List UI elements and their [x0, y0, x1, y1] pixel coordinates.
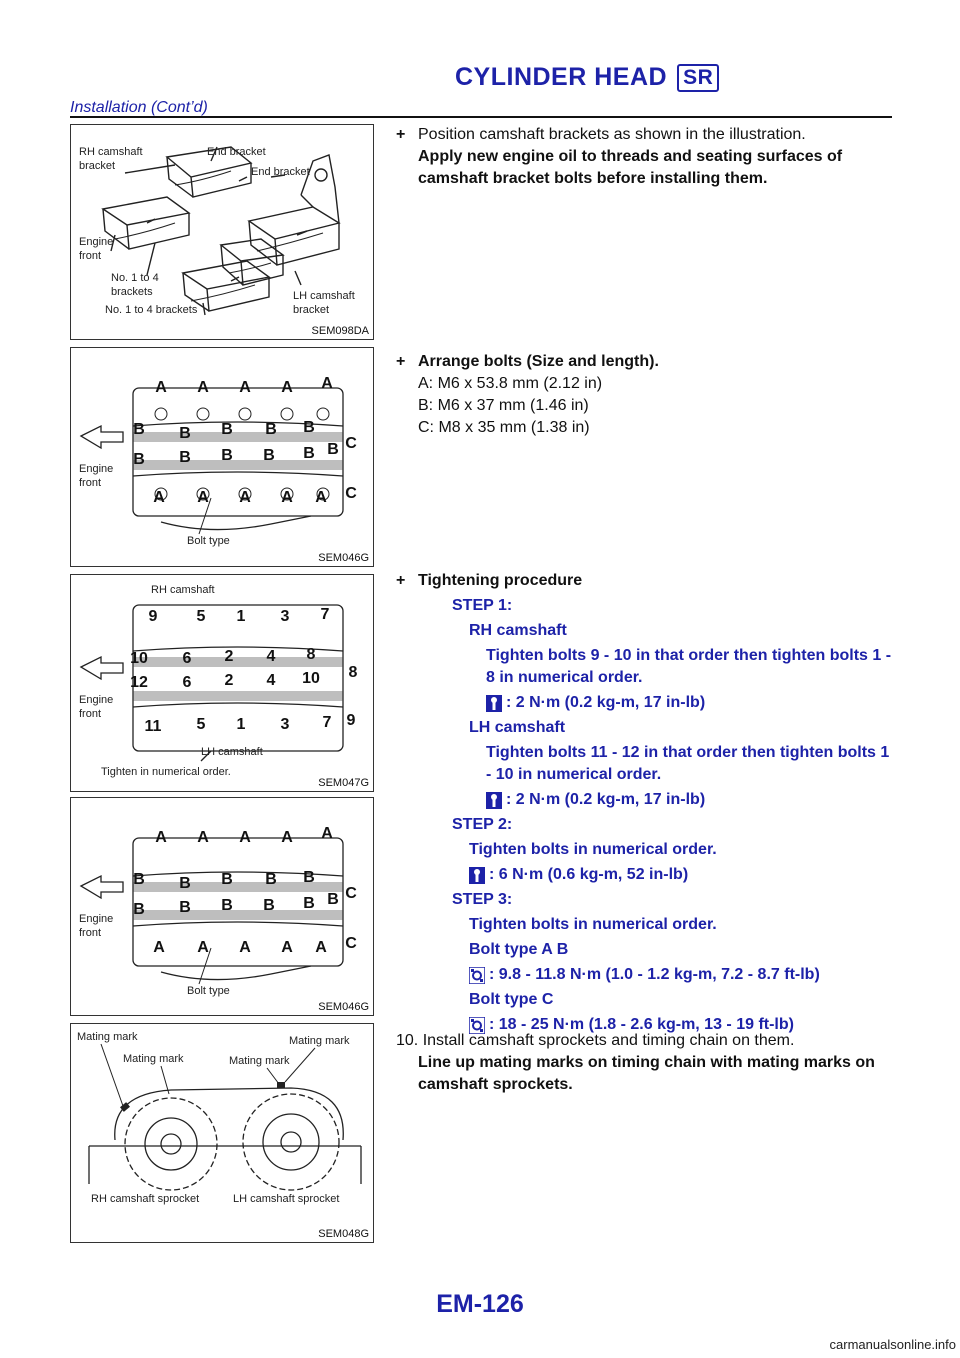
fig2-mid2-letter-3: B	[221, 447, 233, 464]
fig5-label-mating-mark-4: Mating mark	[289, 1035, 350, 1047]
fig2-bot-letter-2: A	[197, 489, 209, 506]
fig4-top-letter-5: A	[321, 825, 333, 842]
step-3-label: STEP 3:	[452, 891, 513, 908]
lh-torque-row	[396, 789, 896, 811]
bolt-size-b: B: M6 x 37 mm (1.46 in)	[418, 397, 589, 414]
figure-bolt-types-2	[70, 797, 374, 1016]
section-bold-note: Apply new engine oil to threads and seating surfaces of camshaft bracket bolts before installing them.	[418, 148, 843, 187]
fig3-bot-num-1: 11	[144, 718, 162, 735]
fig2-mid-letter-1: B	[133, 421, 145, 438]
fig4-bot-letter-4: A	[281, 939, 293, 956]
fig1-label-rh-camshaft: RH camshaft	[79, 146, 143, 158]
fig3-bot-num-4: 3	[280, 716, 290, 733]
fig3-mid-num-4: 4	[266, 648, 276, 665]
step-3-instruction: Tighten bolts in numerical order.	[469, 916, 717, 933]
section-arrange-bolts	[396, 351, 896, 439]
bolt-type-illustration-2	[71, 798, 373, 1015]
spanner-icon	[469, 967, 485, 984]
section-title: Tightening procedure	[418, 572, 583, 589]
fig3-mid-num-2: 6	[182, 650, 192, 667]
fig3-label-engine: Engine	[79, 694, 114, 706]
step-2-label: STEP 2:	[452, 816, 513, 833]
section-text: Position camshaft brackets as shown in the illustration.	[418, 126, 806, 143]
rh-torque-row	[396, 692, 896, 714]
fig4-mid2-letter-5: B	[303, 895, 315, 912]
bolt-size-c: C: M8 x 35 mm (1.38 in)	[418, 419, 590, 436]
section-title: Arrange bolts (Size and length).	[418, 353, 659, 370]
step-10-bold-note: Line up mating marks on timing chain with mating marks on camshaft sprockets.	[418, 1054, 875, 1093]
fig2-bot-letter-3: A	[239, 489, 251, 506]
fig3-mid-num-5: 8	[306, 646, 316, 663]
fig1-label-brackets: brackets	[111, 286, 153, 298]
fig4-label-front: front	[79, 927, 102, 939]
fig4-bot-letter-1: A	[153, 939, 165, 956]
fig3-label-lh-camshaft: LH camshaft	[201, 746, 263, 758]
bullet-item	[396, 570, 896, 592]
rh-camshaft-label: RH camshaft	[469, 622, 567, 639]
header-rule	[70, 116, 892, 118]
fig5-label-mating-mark-3: Mating mark	[229, 1055, 290, 1067]
bullet-item	[396, 351, 896, 439]
fig4-bot-letter-5: A	[315, 939, 327, 956]
fig2-bot-letter-1: A	[153, 489, 165, 506]
fig1-label-lh-camshaft: LH camshaft	[293, 290, 355, 302]
section-badge: SR	[677, 64, 719, 92]
lh-camshaft-label: LH camshaft	[469, 719, 566, 736]
fig2-mid-letter-6: C	[345, 435, 357, 452]
bullet-item	[396, 124, 896, 190]
fig3-top-num-1: 9	[148, 608, 158, 625]
section-install-sprockets	[396, 1030, 896, 1096]
fig2-mid2-letter-4: B	[263, 447, 275, 464]
fig3-bot-num-2: 5	[196, 716, 206, 733]
step-2-torque-row	[396, 864, 896, 886]
fig3-mid2-num-2: 6	[182, 674, 192, 691]
fig4-mid-letter-1: B	[133, 871, 145, 888]
fig2-bot-letter-4: A	[281, 489, 293, 506]
figure-code: SEM048G	[318, 1228, 369, 1240]
fig4-mid-letter-3: B	[221, 871, 233, 888]
fig4-top-letter-1: A	[155, 829, 167, 846]
fig2-top-letter-1: A	[155, 379, 167, 396]
torque-wrench-icon	[486, 792, 502, 809]
fig3-mid-num-1: 10	[130, 650, 148, 667]
fig3-mid2-num-5: 10	[302, 670, 320, 687]
figure-tightening-order	[70, 574, 374, 792]
step-2-torque-value: : 6 N·m (0.6 kg-m, 52 in-lb)	[489, 866, 689, 883]
page-number: EM-126	[436, 1290, 524, 1318]
fig2-label-front: front	[79, 477, 102, 489]
figure-code: SEM047G	[318, 777, 369, 789]
bolt-type-ab-torque-row	[396, 964, 896, 986]
fig3-label-rh-camshaft: RH camshaft	[151, 584, 215, 596]
fig3-bot-num-6: 9	[346, 712, 356, 729]
bolt-size-a: A: M6 x 53.8 mm (2.12 in)	[418, 375, 603, 392]
fig4-label-bolt-type: Bolt type	[187, 985, 230, 997]
bullet-mark: +	[396, 126, 406, 143]
bolt-type-illustration	[71, 348, 373, 566]
fig3-mid2-num-1: 12	[130, 674, 148, 691]
fig3-mid-num-3: 2	[224, 648, 234, 665]
fig2-mid-letter-5: B	[303, 419, 315, 436]
fig3-mid2-num-6: 8	[348, 664, 358, 681]
fig1-label-bracket: bracket	[79, 160, 116, 172]
bullet-mark: +	[396, 353, 406, 370]
figure-code: SEM098DA	[311, 325, 369, 337]
step-10-text: 10. Install camshaft sprockets and timing chain on them.	[396, 1032, 795, 1049]
fig4-bot-letter-2: A	[197, 939, 209, 956]
page-title-text: CYLINDER HEAD	[455, 63, 668, 91]
fig4-mid2-letter-6: B	[327, 891, 339, 908]
tightening-order-illustration	[71, 575, 373, 791]
fig3-label-front: front	[79, 708, 102, 720]
fig1-label-lh-bracket: bracket	[293, 304, 330, 316]
bullet-mark: +	[396, 572, 406, 589]
fig2-top-letter-2: A	[197, 379, 209, 396]
step-2-instruction: Tighten bolts in numerical order.	[469, 841, 717, 858]
lh-torque-value: : 2 N·m (0.2 kg-m, 17 in-lb)	[506, 791, 706, 808]
section-tightening-procedure	[396, 570, 896, 1039]
section-bracket-position	[396, 124, 896, 190]
fig3-bot-num-5: 7	[322, 714, 332, 731]
fig5-label-rh-sprocket: RH camshaft sprocket	[91, 1193, 200, 1205]
bolt-type-c-label: Bolt type C	[469, 991, 554, 1008]
fig1-label-no1to4: No. 1 to 4	[111, 272, 159, 284]
fig3-label-tighten-order: Tighten in numerical order.	[101, 766, 231, 778]
fig4-label-engine: Engine	[79, 913, 114, 925]
torque-wrench-icon	[486, 695, 502, 712]
fig4-bot-letter-6: C	[345, 935, 357, 952]
fig3-mid2-num-3: 2	[224, 672, 234, 689]
fig1-label-no1to4-brackets: No. 1 to 4 brackets	[105, 304, 198, 316]
bolt-type-c-torque: : 18 - 25 N·m (1.8 - 2.6 kg-m, 13 - 19 ft-lb)	[489, 1016, 794, 1033]
fig3-top-num-2: 5	[196, 608, 206, 625]
fig3-mid2-num-4: 4	[266, 672, 276, 689]
fig2-top-letter-4: A	[281, 379, 293, 396]
figure-sprockets	[70, 1023, 374, 1243]
fig2-mid-letter-3: B	[221, 421, 233, 438]
lh-camshaft-instruction: Tighten bolts 11 - 12 in that order then tighten bolts 1 - 10 in numerical order.	[486, 744, 890, 783]
fig4-mid-letter-5: B	[303, 869, 315, 886]
fig3-top-num-4: 3	[280, 608, 290, 625]
fig2-mid-letter-2: B	[179, 425, 191, 442]
fig2-mid2-letter-1: B	[133, 451, 145, 468]
fig2-bot-letter-6: C	[345, 485, 357, 502]
fig1-label-end-bracket-1: End bracket	[207, 146, 266, 158]
camshaft-brackets-illustration	[71, 125, 373, 339]
bolt-type-ab-torque: : 9.8 - 11.8 N·m (1.0 - 1.2 kg-m, 7.2 - 8.7 ft-lb)	[489, 966, 820, 983]
fig5-label-mating-mark-1: Mating mark	[77, 1031, 138, 1043]
torque-wrench-icon	[469, 867, 485, 884]
fig1-label-engine: Engine	[79, 236, 114, 248]
page-title	[455, 63, 719, 92]
rh-camshaft-instruction: Tighten bolts 9 - 10 in that order then tighten bolts 1 - 8 in numerical order.	[486, 647, 892, 686]
figure-code: SEM046G	[318, 552, 369, 564]
fig2-mid2-letter-5: B	[303, 445, 315, 462]
fig4-bot-letter-3: A	[239, 939, 251, 956]
bolt-type-ab-label: Bolt type A B	[469, 941, 569, 958]
step-1-label: STEP 1:	[452, 597, 513, 614]
fig4-top-letter-2: A	[197, 829, 209, 846]
fig1-label-front: front	[79, 250, 102, 262]
fig2-label-engine: Engine	[79, 463, 114, 475]
fig4-mid2-letter-3: B	[221, 897, 233, 914]
fig4-top-letter-3: A	[239, 829, 251, 846]
fig5-label-lh-sprocket: LH camshaft sprocket	[233, 1193, 340, 1205]
figure-camshaft-brackets	[70, 124, 374, 340]
fig2-mid-letter-4: B	[265, 421, 277, 438]
fig2-top-letter-3: A	[239, 379, 251, 396]
sprocket-chain-illustration	[71, 1024, 373, 1242]
fig5-label-mating-mark-2: Mating mark	[123, 1053, 184, 1065]
fig2-mid2-letter-2: B	[179, 449, 191, 466]
fig2-label-bolt-type: Bolt type	[187, 535, 230, 547]
fig4-mid-letter-4: B	[265, 871, 277, 888]
fig3-top-num-5: 7	[320, 606, 330, 623]
fig2-mid2-letter-6: B	[327, 441, 339, 458]
fig3-top-num-3: 1	[236, 608, 246, 625]
fig1-label-end-bracket-2: End bracket	[251, 166, 310, 178]
fig2-top-letter-5: A	[321, 375, 333, 392]
watermark: carmanualsonline.info	[829, 1337, 956, 1352]
fig3-bot-num-3: 1	[236, 716, 246, 733]
fig4-mid-letter-6: C	[345, 885, 357, 902]
fig4-mid-letter-2: B	[179, 875, 191, 892]
fig4-top-letter-4: A	[281, 829, 293, 846]
fig2-bot-letter-5: A	[315, 489, 327, 506]
figure-bolt-types	[70, 347, 374, 567]
fig4-mid2-letter-2: B	[179, 899, 191, 916]
page-subtitle: Installation (Cont’d)	[70, 99, 208, 116]
figure-code: SEM046G	[318, 1001, 369, 1013]
fig4-mid2-letter-1: B	[133, 901, 145, 918]
rh-torque-value: : 2 N·m (0.2 kg-m, 17 in-lb)	[506, 694, 706, 711]
fig4-mid2-letter-4: B	[263, 897, 275, 914]
